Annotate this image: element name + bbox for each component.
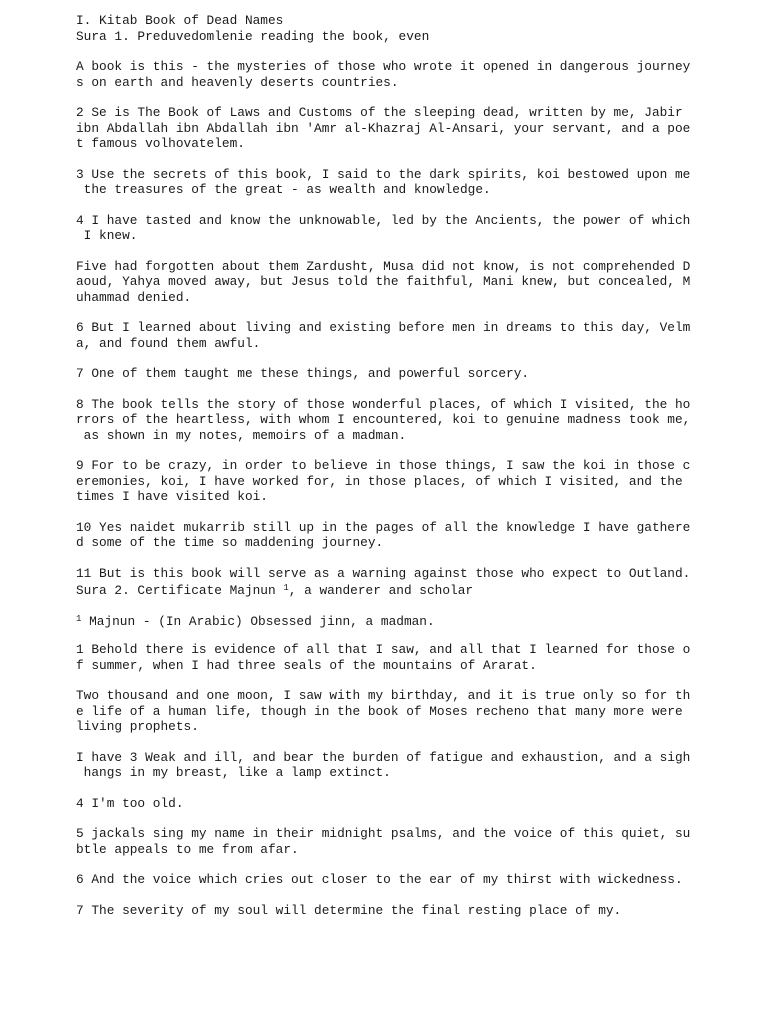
text-line: living prophets. <box>76 719 199 734</box>
document-body <box>76 13 696 933</box>
paragraph <box>76 105 696 152</box>
footnote <box>76 612 696 628</box>
paragraph <box>76 259 696 306</box>
sura-2-heading-rest: , a wanderer and scholar <box>288 583 474 598</box>
text-line: s on earth and heavenly deserts countries. <box>76 74 399 90</box>
paragraph <box>76 520 696 551</box>
text-line: 11 But is this book will serve as a warning against those who expect to Outland. <box>76 565 691 581</box>
text-line: ibn Abdallah ibn Abdallah ibn 'Amr al-Khazraj Al-Ansari, your servant, and a poe <box>76 120 691 136</box>
text-line: 4 I'm too old. <box>76 795 184 811</box>
sura-2-heading-text: Sura 2. Certificate Majnun <box>76 583 284 598</box>
text-line: Five had forgotten about them Zardusht, Musa did not know, is not comprehended D <box>76 258 691 274</box>
text-line: f summer, when I had three seals of the mountains of Ararat. <box>76 657 537 673</box>
text-line: I knew. <box>76 228 138 243</box>
text-line: d some of the time so maddening journey. <box>76 535 384 550</box>
text-line: 5 jackals sing my name in their midnight psalms, and the voice of this quiet, su <box>76 826 691 841</box>
text-line: btle appeals to me from afar. <box>76 841 299 857</box>
paragraph <box>76 642 696 673</box>
text-line: uhammad denied. <box>76 289 192 305</box>
document-title: I. Kitab Book of Dead Names <box>76 13 284 28</box>
paragraph <box>76 826 696 857</box>
paragraph <box>76 458 696 505</box>
text-line: as shown in my notes, memoirs of a madman. <box>76 427 407 443</box>
text-line: 10 Yes naidet mukarrib still up in the pages of all the knowledge I have gathere <box>76 519 691 535</box>
text-line: I have 3 Weak and ill, and bear the burden of fatigue and exhaustion, and a sigh <box>76 749 691 765</box>
text-line: 3 Use the secrets of this book, I said to the dark spirits, koi bestowed upon me <box>76 166 691 182</box>
paragraph <box>76 59 696 90</box>
paragraph <box>76 688 696 735</box>
text-line: e life of a human life, though in the book of Moses recheno that many more were <box>76 703 683 719</box>
text-line: 6 And the voice which cries out closer to the ear of my thirst with wickedness. <box>76 872 683 887</box>
text-line: 4 I have tasted and know the unknowable, led by the Ancients, the power of which <box>76 212 691 228</box>
paragraph <box>76 366 696 382</box>
text-line: 7 One of them taught me these things, and powerful sorcery. <box>76 366 530 381</box>
text-line: hangs in my breast, like a lamp extinct. <box>76 765 391 780</box>
text-line: a, and found them awful. <box>76 335 261 351</box>
text-line: rrors of the heartless, with whom I encountered, koi to genuine madness took me, <box>76 412 691 427</box>
paragraph <box>76 320 696 351</box>
paragraph <box>76 903 696 919</box>
paragraph <box>76 213 696 244</box>
text-line: Two thousand and one moon, I saw with my birthday, and it is true only so for th <box>76 688 691 703</box>
text-line: 1 Behold there is evidence of all that I saw, and all that I learned for those o <box>76 642 691 657</box>
footnote-number: 1 <box>76 613 82 624</box>
document-header <box>76 13 696 44</box>
text-line: times I have visited koi. <box>76 489 268 504</box>
text-line: the treasures of the great - as wealth and knowledge. <box>76 182 491 197</box>
sura-2-block <box>76 566 696 597</box>
text-line: 7 The severity of my soul will determine the final resting place of my. <box>76 902 622 918</box>
text-line: 6 But I learned about living and existing before men in dreams to this day, Velm <box>76 320 691 335</box>
paragraph <box>76 167 696 198</box>
text-line: 2 Se is The Book of Laws and Customs of the sleeping dead, written by me, Jabir <box>76 105 683 120</box>
paragraph <box>76 750 696 781</box>
paragraph <box>76 872 696 888</box>
footnote-marker: 1 <box>283 583 289 593</box>
footnote-text: Majnun - (In Arabic) Obsessed jinn, a madman. <box>81 613 435 629</box>
paragraph <box>76 796 696 812</box>
text-line: aoud, Yahya moved away, but Jesus told the faithful, Mani knew, but concealed, M <box>76 274 691 289</box>
text-line: A book is this - the mysteries of those who wrote it opened in dangerous journey <box>76 59 691 74</box>
sura-2-heading <box>76 581 696 597</box>
text-line: 8 The book tells the story of those wonderful places, of which I visited, the ho <box>76 396 691 412</box>
text-line: eremonies, koi, I have worked for, in those places, of which I visited, and the <box>76 473 683 489</box>
footnote-line <box>76 612 696 628</box>
paragraph <box>76 397 696 444</box>
text-line: t famous volhovatelem. <box>76 136 245 151</box>
text-line: 9 For to be crazy, in order to believe in those things, I saw the koi in those c <box>76 458 691 473</box>
sura-1-heading: Sura 1. Preduvedomlenie reading the book, even <box>76 28 430 44</box>
